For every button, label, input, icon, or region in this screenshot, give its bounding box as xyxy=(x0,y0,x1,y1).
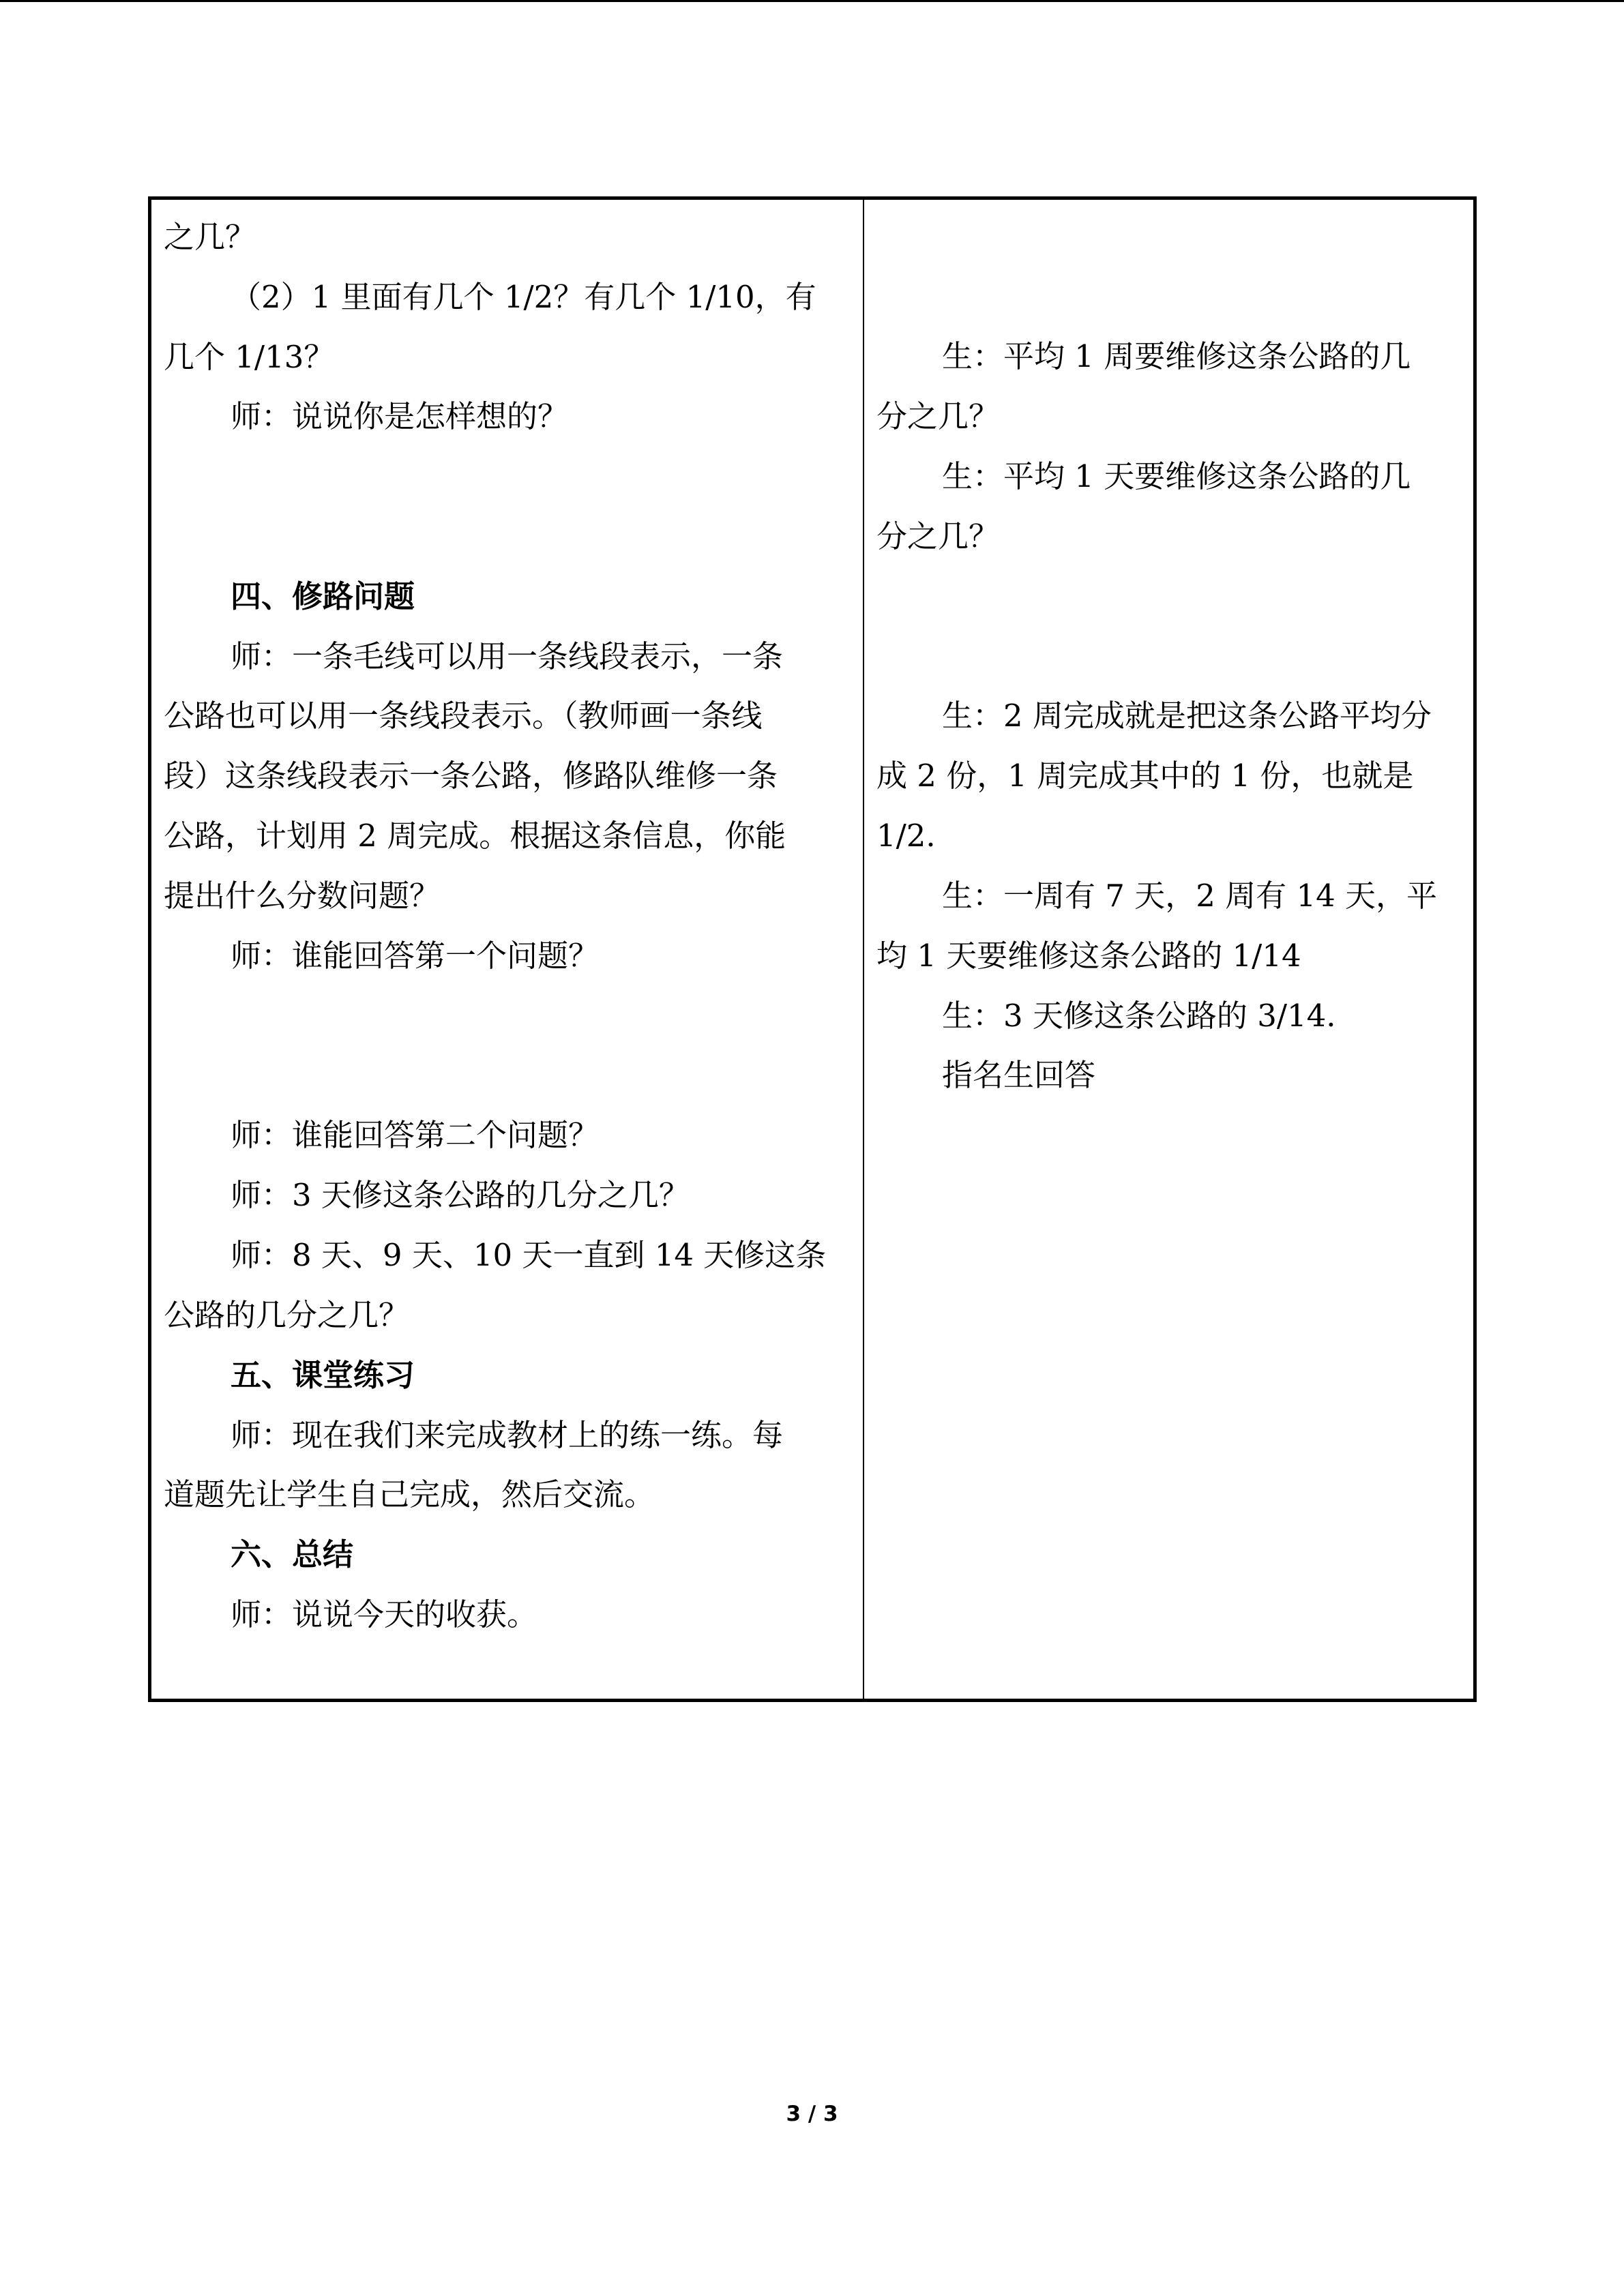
student-line-2: 分之几？ xyxy=(876,398,1000,434)
teacher-line-16: 道题先让学生自己完成，然后交流。 xyxy=(164,1476,655,1512)
student-line-4: 分之几？ xyxy=(876,518,1000,554)
teacher-line-9: 提出什么分数问题？ xyxy=(164,878,441,914)
teacher-line-12: 师：3 天修这条公路的几分之几？ xyxy=(231,1177,690,1213)
student-line-1: 生：平均 1 周要维修这条公路的几 xyxy=(942,338,1411,374)
teacher-line-14: 公路的几分之几？ xyxy=(164,1297,410,1333)
teacher-line-11: 师：谁能回答第二个问题？ xyxy=(231,1117,600,1153)
student-line-10: 生：3 天修这条公路的 3/14. xyxy=(942,998,1336,1034)
student-line-6: 成 2 份，1 周完成其中的 1 份，也就是 xyxy=(876,758,1414,794)
student-line-11: 指名生回答 xyxy=(942,1057,1096,1093)
teacher-line-8: 公路，计划用 2 周完成。根据这条信息，你能 xyxy=(164,818,786,854)
page-number: 3 / 3 xyxy=(786,2102,838,2126)
student-line-5: 生：2 周完成就是把这条公路平均分 xyxy=(942,698,1432,734)
section-heading-summary: 六、总结 xyxy=(231,1536,354,1572)
teacher-line-13: 师：8 天、9 天、10 天一直到 14 天修这条 xyxy=(231,1237,827,1273)
teacher-line-3: 几个 1/13？ xyxy=(164,339,335,375)
teacher-line-4: 师：说说你是怎样想的？ xyxy=(231,398,569,434)
student-line-3: 生：平均 1 天要维修这条公路的几 xyxy=(942,458,1411,494)
teacher-line-5: 师：一条毛线可以用一条线段表示，一条 xyxy=(231,638,784,674)
student-line-7: 1/2. xyxy=(876,818,936,854)
column-divider xyxy=(863,200,864,1699)
student-line-9: 均 1 天要维修这条公路的 1/14 xyxy=(876,938,1301,974)
teacher-line-2: （2）1 里面有几个 1/2？有几个 1/10，有 xyxy=(231,279,816,315)
teacher-line-10: 师：谁能回答第一个问题？ xyxy=(231,938,600,974)
teacher-line-6: 公路也可以用一条线段表示。（教师画一条线 xyxy=(164,698,763,734)
section-heading-road-repair: 四、修路问题 xyxy=(231,578,415,614)
teacher-line-1: 之几？ xyxy=(164,219,256,255)
student-line-8: 生：一周有 7 天，2 周有 14 天，平 xyxy=(942,878,1438,914)
page-top-border xyxy=(0,0,1624,2)
teacher-line-15: 师：现在我们来完成教材上的练一练。每 xyxy=(231,1417,784,1453)
teacher-line-17: 师：说说今天的收获。 xyxy=(231,1596,538,1632)
teacher-line-7: 段）这条线段表示一条公路，修路队维修一条 xyxy=(164,758,778,794)
section-heading-practice: 五、课堂练习 xyxy=(231,1357,415,1393)
